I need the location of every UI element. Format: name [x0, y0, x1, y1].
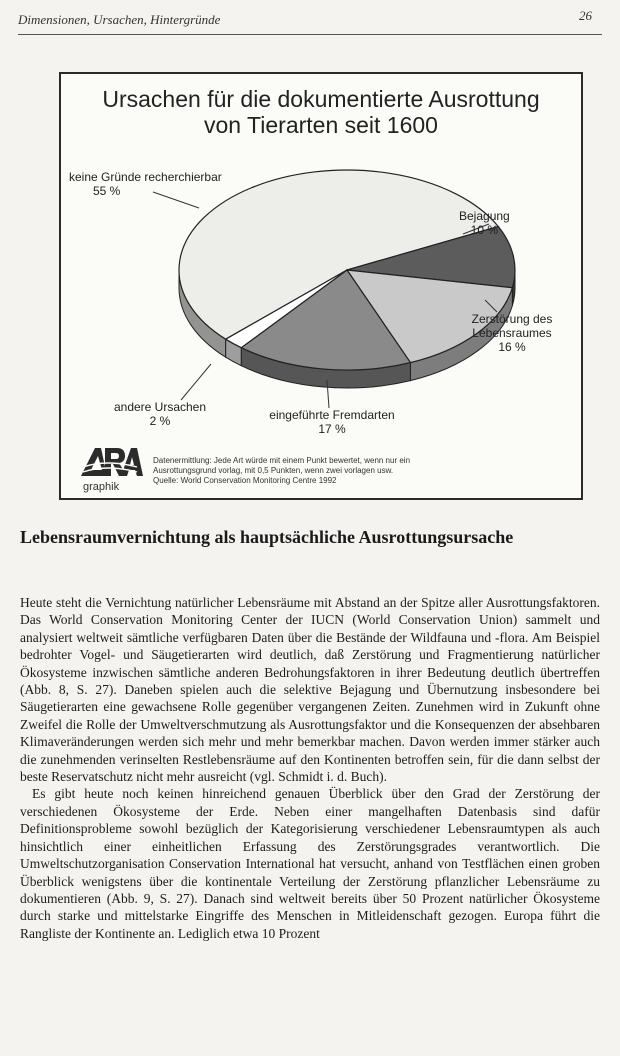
- page-number: 26: [579, 8, 592, 23]
- figure-pie-chart: [59, 72, 583, 500]
- label-bejagung-value: 10 %: [470, 223, 499, 237]
- slice-andere-ursachen-leader-line: [181, 364, 211, 400]
- chart-title-line-1: Ursachen für die dokumentierte Ausrottung: [102, 86, 540, 112]
- label-andere-ursachen-name: andere Ursachen: [113, 400, 207, 414]
- section-heading: Lebensraumvernichtung als hauptsächliche Ausrottungsursache: [20, 527, 514, 547]
- body-paragraph-2: Es gibt heute noch keinen hinreichend genauen Überblick über den Grad der Zerstörung der verschiedenen Ökosysteme der Erde. Neben einer mangelhaften Datenbasis sind dafür Definitionsprobleme sowohl bezüglich der Kategorisierung verschiedener Lebensraumtypen als auch hinsichtlich einer einheitlichen Erfassung des Zerstörungsgrades verantwortlich. Die Umweltschutzorganisation Conservation International hat versucht, anhand von Testflächen einen groben Überblick wenigstens über die kontinentale Verteilung der Zerstörung pflanzlicher Lebensräume zu dokumentieren (Abb. 9, S. 27). Danach sind weltweit bereits über 50 Prozent natürlicher Ökosysteme durch starke und mittelstarke Eingriffe des Menschen in Mitleidenschaft gezogen. Europa führt die Rangliste der Kontinente an. Lediglich etwa 10 Prozent: [20, 786, 600, 941]
- figure-note-line-3: Quelle: World Conservation Monitoring Centre 1992: [153, 476, 337, 485]
- logo-wordmark: graphik: [83, 481, 120, 493]
- chart-title-line-2: von Tierarten seit 1600: [204, 112, 438, 138]
- label-zerstoerung-name: Zerstörung des Lebensraumes: [471, 312, 553, 340]
- figure-note-line-2: Ausrottungsgrund vorlag, mit 0,5 Punkten, wenn zwei vorlagen usw.: [153, 466, 394, 475]
- label-keine-gruende-value: 55 %: [93, 184, 121, 198]
- label-fremdarten-name: eingeführte Fremdarten: [269, 408, 395, 422]
- label-keine-gruende-name: keine Gründe recherchierbar: [69, 170, 222, 184]
- label-bejagung: [459, 209, 510, 237]
- label-zerstoerung-value: 16 %: [498, 340, 526, 354]
- running-title: Dimensionen, Ursachen, Hintergründe: [18, 12, 221, 27]
- article-body: [20, 594, 600, 942]
- running-header: [18, 8, 602, 35]
- figure-note-line-1: Datenermittlung: Jede Art würde mit einem Punkt bewertet, wenn nur ein: [153, 456, 411, 465]
- label-fremdarten: [261, 408, 403, 436]
- label-fremdarten-value: 17 %: [318, 422, 346, 436]
- label-andere-ursachen: [105, 400, 215, 428]
- label-zerstoerung: [457, 312, 567, 354]
- label-andere-ursachen-value: 2 %: [149, 414, 171, 428]
- body-paragraph-1: Heute steht die Vernichtung natürlicher Lebensräume mit Abstand an der Spitze aller Ausrottungsfaktoren. Das World Conservation Monitoring Center der IUCN (World Conservation Union) sammelt und analysiert weltweit sämtliche verfügbaren Daten über die Bestände der Wildfauna und -flora. Am Beispiel bedrohter Vogel- und Säugetierarten wird deutlich, daß Zerstörung und Fragmentierung natürlicher Ökosysteme inzwischen sämtliche anderen Bedrohungsfaktoren in ihrer Bedeutung deutlich übertreffen (Abb. 8, S. 27). Daneben spielen auch die selektive Bejagung und Übernutzung insbesondere bei Säugetierarten eine gewachsene Rolle gegenüber vergangenen Zeiten. Zunehmen wird in Zukunft ohne Zweifel die Rolle der Umweltverschmutzung als Ausrottungsfaktor und die Konsequenzen der absehbaren Klimaveränderungen werden sich mehr und mehr bemerkbar machen. Davon werden immer stärker auch die zunehmenden verinselten Restlebensräume auf den Kontinenten betroffen sein, für die dann selbst der beste Reservatschutz nicht mehr ausreicht (vgl. Schmidt i. d. Buch).: [20, 595, 600, 785]
- label-keine-gruende: [69, 170, 222, 198]
- label-bejagung-name: Bejagung: [459, 209, 510, 223]
- figure-note: [153, 456, 573, 486]
